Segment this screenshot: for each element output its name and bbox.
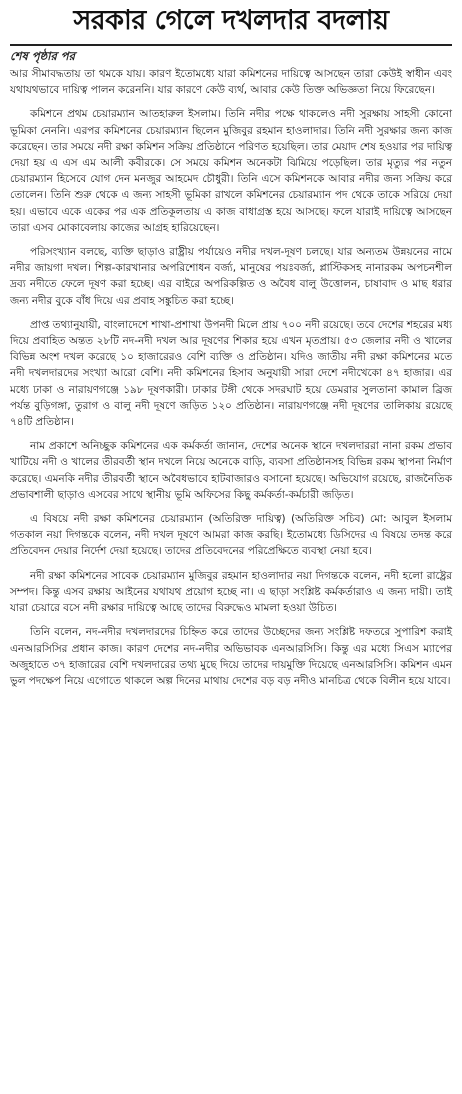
article-paragraph: আর সীমাবদ্ধতায় তা থমকে যায়। কারণ ইতোমধ্যে যারা কমিশনের দায়িত্বে আসছেন তারা কেউই স্বাধীন এবং যথাযথভাবে দায়িত্ব পালন করেননি। যার কারণে কেউ ব্যর্থ, আবার কেউ তিক্ত অভিজ্ঞতা নিয়ে ফিরেছেন। <box>10 68 452 97</box>
article-paragraph: এ বিষয়ে নদী রক্ষা কমিশনের চেয়ারম্যান (অতিরিক্ত দায়িত্ব) (অতিরিক্ত সচিব) মো: আবুল ইসলাম গতকাল নয়া দিগন্তকে বলেন, নদী দখল দূষণে আমরা কাজ করছি। ইতোমধ্যে ডিসিদের এ বিষয়ে তদন্ত করে প্রতিবেদন দেয়ার নির্দেশ দেয়া হয়েছে। তাদের প্রতিবেদনের পরিপ্রেক্ষিতে ব্যবস্থা নেয়া হবে। <box>10 513 452 558</box>
article-headline: সরকার গেলে দখলদার বদলায় <box>73 5 389 36</box>
continued-from-label: শেষ পৃষ্ঠার পর <box>10 49 75 63</box>
article-paragraph: কমিশনে প্রথম চেয়ারম্যান আতহারুল ইসলাম। তিনি নদীর পক্ষে থাকলেও নদী সুরক্ষায় সাহসী কোনো ভূমিকা নেননি। এরপর কমিশনের চেয়ারম্যান ছিলেন মুজিবুর রহমান হাওলাদার। তিনি নদী সুরক্ষার জন্য কাজ করেছেন। তার সময়ে নদী রক্ষা কমিশন সক্রিয় প্রতিষ্ঠানে পরিণত হয়েছিল। তার মেয়াদ শেষ হওয়ার পর দায়িত্ব দেয়া হয় এ এস এম আলী কবীরকে। সে সময়ে কমিশন অনেকটা ঝিমিয়ে পড়েছিল। তার মৃত্যুর পর নতুন চেয়ারম্যান হিসেবে যোগ দেন মনজুর আহমেদ চৌধুরী। তিনি এসে কমিশনকে আবার নদীর জন্য সক্রিয় করে তোলেন। তিনি শুরু থেকে এ জন্য সাহসী ভূমিকা রাখলে কমিশনের চেয়ারম্যান পদ থেকে তাকে সরিয়ে দেয়া হয়। এভাবে একে একের পর এক প্রতিকূলতায় এ কাজ বাধাগ্রস্ত হয়ে আসছে। ফলে যারাই দায়িত্বে আসছেন তারা এসব মোকাবেলায় কাজের আগ্রহ হারিয়েছেন। <box>10 108 452 234</box>
article-paragraph: নাম প্রকাশে অনিচ্ছুক কমিশনের এক কর্মকর্তা জানান, দেশের অনেক স্থানে দখলদাররা নানা রকম প্রভাব খাটিয়ে নদী ও খালের তীরবর্তী স্থান দখলে নিয়ে অনেকে বাড়ি, ব্যবসা প্রতিষ্ঠানসহ বিভিন্ন রকম স্থাপনা নির্মাণ করেছে। এমনকি নদীর তীরবর্তী স্থানে অবৈধভাবে হাটবাজারও বসানো হয়েছে। অভিযোগ রয়েছে, রাজনৈতিক প্রভাবশালী ছাড়াও এসবের সাথে স্থানীয় ভূমি অফিসের কিছু কর্মকর্তা-কর্মচারী জড়িত। <box>10 440 452 501</box>
article-paragraph: তিনি বলেন, নদ-নদীর দখলদারদের চিহ্নিত করে তাদের উচ্ছেদের জন্য সংশ্লিষ্ট দফতরে সুপারিশ করাই এনআরসিসির প্রধান কাজ। কারণ দেশের নদ-নদীর অভিভাবক এনআরসিসি। কিন্তু এর মধ্যে সিএস ম্যাপের অজুহাতে ৩৭ হাজারের বেশি দখলদারের তথ্য মুছে দিয়ে তাদের দায়মুক্তি দিয়েছে এনআরসিসি। কমিশন এমন ভুল পদক্ষেপ নিয়ে এগোতে থাকলে অল্প দিনের মাথায় দেশের বড় বড় নদীও মানচিত্র থেকে বিলীন হয়ে যাবে। <box>10 626 452 687</box>
article-paragraph: প্রাপ্ত তথ্যানুযায়ী, বাংলাদেশে শাখা-প্রশাখা উপনদী মিলে প্রায় ৭০০ নদী রয়েছে। তবে দেশের শহরের মধ্য দিয়ে প্রবাহিত অন্তত ২৮টি নদ-নদী দখল আর দূষণের শিকার হয়ে এখন মৃতপ্রায়। ৫৩ জেলার নদী ও খালের বিভিন্ন অংশ দখল করেছে ১০ হাজারেরও বেশি ব্যক্তি ও প্রতিষ্ঠান। যদিও জাতীয় নদী রক্ষা কমিশনের মতে নদী দখলদারদের সংখ্যা আরো বেশি। নদী কমিশনের হিসাব অনুযায়ী সারা দেশে নদীখেকো ৪৭ হাজার। এর মধ্যে ঢাকা ও নারায়ণগঞ্জে ১৯৮ দূষণকারী। ঢাকার টঙ্গী থেকে সদরঘাট হয়ে ডেমরার সুলতানা কামাল ব্রিজ পর্যন্ত বুড়িগঙ্গা, তুরাগ ও বালু নদী দূষণে জড়িত ১২০ প্রতিষ্ঠান। নারায়ণগঞ্জে নদী দূষণের তালিকায় রয়েছে ৭৪টি প্রতিষ্ঠান। <box>10 318 452 429</box>
article-body <box>10 66 452 689</box>
article-paragraph: নদী রক্ষা কমিশনের সাবেক চেয়ারম্যান মুজিবুর রহমান হাওলাদার নয়া দিগন্তকে বলেন, নদী হলো রাষ্ট্রের সম্পদ। কিন্তু এসব রক্ষায় আইনের যথাযথ প্রয়োগ হচ্ছে না। এ ছাড়া সংশ্লিষ্ট কর্মকর্তারাও এ জন্য দায়ী। তাই যারা চেয়ারে বসে নদী রক্ষার দায়িত্বে আছে তাদের বিরুদ্ধেও মামলা হওয়া উচিত। <box>10 569 452 615</box>
article-paragraph: পরিসংখ্যান বলছে, ব্যক্তি ছাড়াও রাষ্ট্রীয় পর্যায়েও নদীর দখল-দূষণ চলছে। যার অন্যতম উন্নয়নের নামে নদীর জায়গা দখল। শিল্প-কারখানার অপরিশোধন বর্জ্য, মানুষের পয়ঃবর্জ্য, প্লাস্টিকসহ নানারকম অপচনশীল দ্রব্য নদীতে ফেলে দূষণ করা হচ্ছে। এর বাইরে অপরিকল্পিত ও অবৈধ বালু উত্তোলন, চাষাবাদ ও মাছ ধরার জন্য নদীর বুকে বাঁধ দিয়ে এর প্রবাহ সঙ্কুচিত করা হচ্ছে। <box>10 246 452 307</box>
headline-divider <box>10 44 452 46</box>
